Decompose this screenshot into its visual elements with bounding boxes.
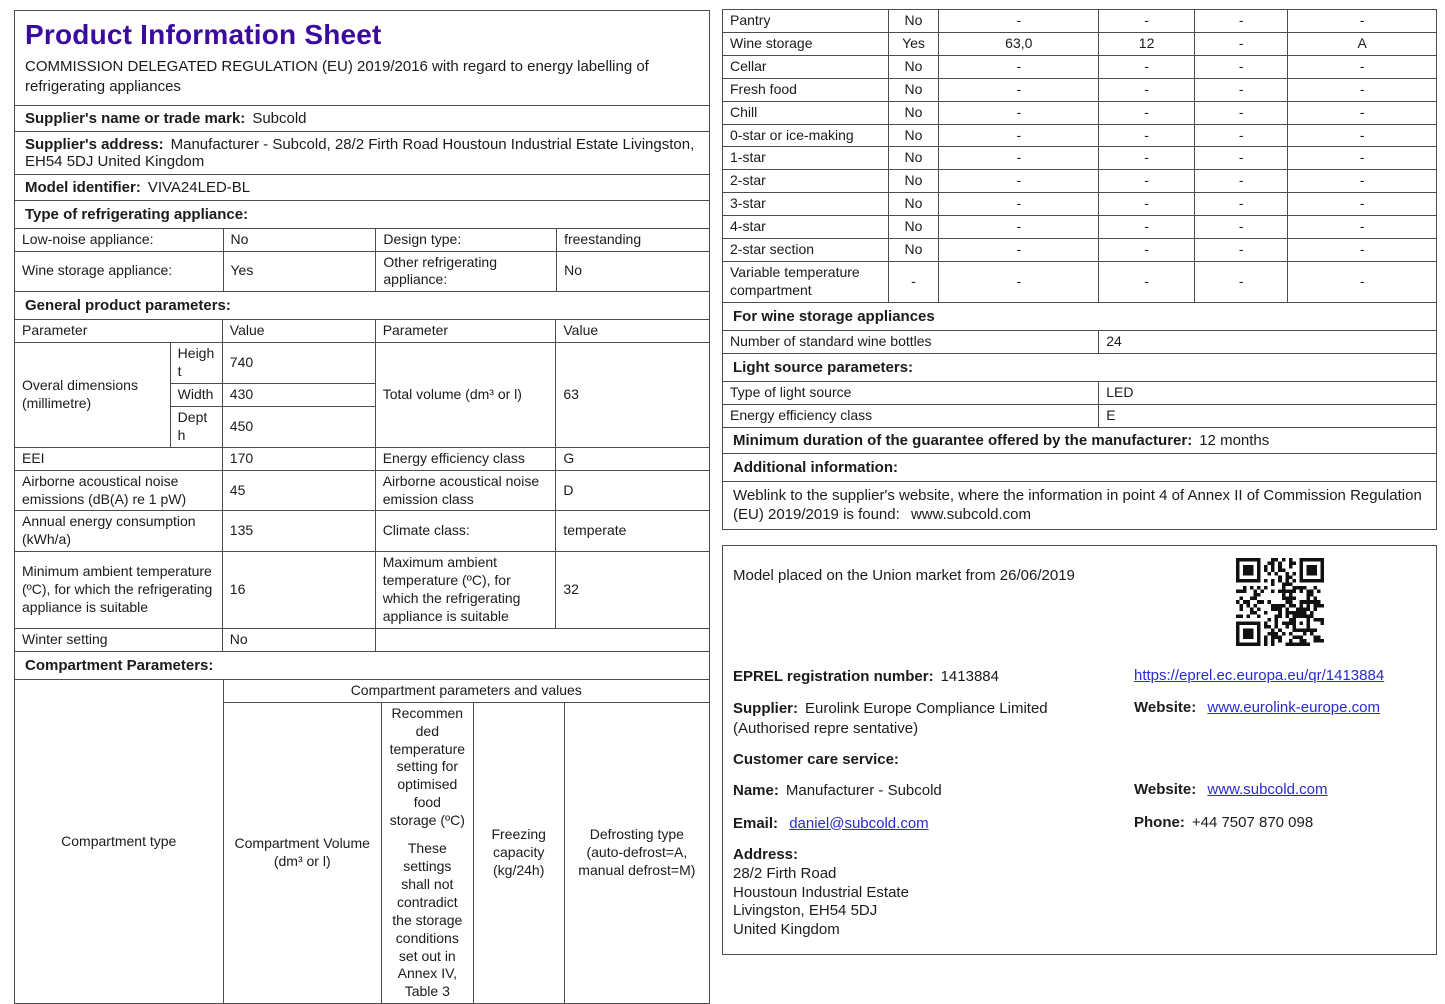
- compartment-freezing: -: [1194, 10, 1288, 33]
- compartment-freezing: -: [1194, 193, 1288, 216]
- qr-code-image: [1236, 558, 1324, 650]
- param-value: No: [557, 251, 710, 292]
- website2-link[interactable]: www.subcold.com: [1207, 781, 1328, 798]
- address-line: Livingston, EH54 5DJ: [733, 902, 878, 920]
- compartment-temp: -: [1099, 78, 1195, 101]
- compartment-row: [723, 32, 1437, 55]
- param-label: Other refrigerating appliance:: [376, 251, 557, 292]
- param-label: Total volume (dm³ or l): [375, 343, 556, 448]
- right-column: [722, 9, 1437, 955]
- eprel-label: EPREL registration number:: [733, 667, 934, 685]
- table-row: [15, 251, 710, 292]
- compartment-row: [723, 55, 1437, 78]
- model-identifier-label: Model identifier:: [25, 178, 141, 196]
- compartment-present: No: [888, 55, 939, 78]
- compartment-defrost: -: [1288, 239, 1437, 262]
- spacer: [722, 529, 1437, 546]
- compartment-freezing: -: [1194, 216, 1288, 239]
- compartment-temp: -: [1099, 239, 1195, 262]
- dimension-name: Depth: [170, 406, 222, 447]
- compartment-row: [723, 239, 1437, 262]
- compartment-row: [723, 124, 1437, 147]
- compartment-temp: -: [1099, 101, 1195, 124]
- compartment-type: 2-star: [723, 170, 889, 193]
- dimension-value: 450: [222, 406, 375, 447]
- param-value: D: [556, 470, 710, 511]
- eprel-value: 1413884: [940, 667, 999, 685]
- column-header: Compartment type: [15, 679, 224, 1003]
- compartment-present: No: [888, 239, 939, 262]
- param-value: G: [556, 447, 710, 470]
- param-label: Climate class:: [375, 511, 556, 552]
- model-identifier-box: [14, 174, 710, 201]
- supplier-name-box: [14, 105, 710, 132]
- span-header: Compartment parameters and values: [223, 679, 710, 702]
- compartment-temp: -: [1099, 10, 1195, 33]
- compartment-type: Wine storage: [723, 32, 889, 55]
- compartment-defrost: -: [1288, 78, 1437, 101]
- appliance-type-table: [14, 228, 710, 293]
- compartment-type: 4-star: [723, 216, 889, 239]
- column-header: Parameter: [15, 320, 223, 343]
- compartment-temp: -: [1099, 124, 1195, 147]
- compartment-volume: -: [939, 10, 1099, 33]
- table-row: [723, 330, 1437, 353]
- compartment-volume: -: [939, 101, 1099, 124]
- param-label: Energy efficiency class: [375, 447, 556, 470]
- column-header: Value: [556, 320, 710, 343]
- compartment-temp: -: [1099, 216, 1195, 239]
- compartment-defrost: -: [1288, 10, 1437, 33]
- column-header: Freezing capacity (kg/24h): [473, 702, 564, 1004]
- supplier-address-value: Manufacturer - Subcold, 28/2 Firth Road Houstoun Industrial Estate Livingston, EH54 5DJ United Kingdom: [25, 135, 695, 170]
- table-row: [15, 552, 710, 629]
- param-label: Number of standard wine bottles: [723, 330, 1099, 353]
- website2-cell: [1134, 781, 1426, 798]
- address-block: [733, 846, 1426, 940]
- address-line: United Kingdom: [733, 921, 840, 938]
- wine-section-heading: For wine storage appliances: [722, 302, 1437, 331]
- column-header: Parameter: [375, 320, 556, 343]
- column-header: [381, 702, 473, 1004]
- address-line: Houstoun Industrial Estate: [733, 883, 909, 901]
- eprel-qr-link[interactable]: https://eprel.ec.europa.eu/qr/1413884: [1134, 666, 1385, 684]
- param-value: freestanding: [557, 228, 710, 251]
- website1-cell: [1134, 699, 1426, 716]
- dimension-value: 430: [222, 384, 375, 407]
- compartment-freezing: -: [1194, 78, 1288, 101]
- phone-label: Phone:: [1134, 813, 1185, 831]
- param-value: No: [223, 228, 376, 251]
- care-email-link[interactable]: daniel@subcold.com: [789, 814, 929, 832]
- compartment-volume: -: [939, 55, 1099, 78]
- compartment-temp: -: [1099, 55, 1195, 78]
- supplier-row: [733, 699, 1120, 738]
- care-name-row: [733, 781, 1120, 801]
- care-name-value: Manufacturer - Subcold: [785, 782, 942, 799]
- compartment-type: Fresh food: [723, 78, 889, 101]
- guarantee-box: [722, 427, 1437, 454]
- param-value: LED: [1099, 381, 1437, 404]
- website1-link[interactable]: www.eurolink-europe.com: [1207, 699, 1380, 716]
- compartment-row: [723, 147, 1437, 170]
- type-section-heading: Type of refrigerating appliance:: [14, 200, 710, 229]
- compartment-volume: -: [939, 147, 1099, 170]
- compartment-row: [723, 170, 1437, 193]
- param-value: 170: [222, 447, 375, 470]
- column-header: Compartment Volume (dm³ or l): [223, 702, 381, 1004]
- compartment-temp: -: [1099, 170, 1195, 193]
- compartment-volume: -: [939, 124, 1099, 147]
- param-value: 32: [556, 552, 710, 629]
- param-label: Low-noise appliance:: [15, 228, 224, 251]
- header-text: Recommended temperature setting for optimised food storage (ºC): [389, 704, 466, 829]
- param-label: Minimum ambient temperature (ºC), for which the refrigerating appliance is suitable: [15, 552, 223, 629]
- supplier-value: Eurolink Europe Compliance Limited (Authorised repre sentative): [733, 700, 1048, 737]
- weblink-box: [722, 481, 1437, 530]
- title-box: [14, 10, 710, 106]
- market-info-box: [722, 545, 1437, 955]
- compartment-present: Yes: [888, 32, 939, 55]
- dimension-name: Width: [170, 384, 222, 407]
- compartment-present: No: [888, 124, 939, 147]
- compartment-row: [723, 261, 1437, 302]
- param-value: 16: [222, 552, 375, 629]
- param-value: 135: [222, 511, 375, 552]
- compartment-present: No: [888, 78, 939, 101]
- table-row: [723, 404, 1437, 427]
- compartment-defrost: -: [1288, 170, 1437, 193]
- compartment-temp: -: [1099, 193, 1195, 216]
- phone-cell: [1134, 814, 1426, 831]
- compartment-row: [723, 101, 1437, 124]
- param-value: 24: [1099, 330, 1437, 353]
- table-row: [15, 470, 710, 511]
- table-row: [15, 228, 710, 251]
- care-email-label: Email:: [733, 814, 779, 832]
- dimension-name: Height: [170, 343, 222, 384]
- supplier-name-label: Supplier's name or trade mark:: [25, 109, 246, 127]
- compartment-present: No: [888, 193, 939, 216]
- compartment-freezing: -: [1194, 239, 1288, 262]
- eprel-qr-link-cell: [1134, 667, 1426, 684]
- weblink-text: Weblink to the supplier's website, where the information in point 4 of Annex II of Commission Regulation (EU) 2019/2019 is found:: [733, 486, 1422, 523]
- compartment-temp: -: [1099, 147, 1195, 170]
- website1-label: Website:: [1134, 699, 1197, 716]
- compartment-freezing: -: [1194, 147, 1288, 170]
- param-label: Annual energy consumption (kWh/a): [15, 511, 223, 552]
- regulation-text: COMMISSION DELEGATED REGULATION (EU) 2019/2016 with regard to energy labelling of refrigerating appliances: [25, 58, 649, 95]
- compartment-header-table: [14, 679, 710, 1004]
- phone-value: +44 7507 870 098: [1191, 813, 1314, 831]
- compartment-section-heading: Compartment Parameters:: [14, 651, 710, 680]
- compartment-present: No: [888, 147, 939, 170]
- compartment-present: No: [888, 101, 939, 124]
- compartment-present: No: [888, 216, 939, 239]
- table-row: [15, 447, 710, 470]
- care-email-row: [733, 814, 1120, 834]
- compartment-defrost: -: [1288, 147, 1437, 170]
- supplier-address-label: Supplier's address:: [25, 135, 164, 153]
- compartment-type: Variable temperature compartment: [723, 261, 889, 302]
- compartment-row: [723, 78, 1437, 101]
- param-value: Yes: [223, 251, 376, 292]
- compartment-temp: -: [1099, 261, 1195, 302]
- eprel-row: [733, 667, 1120, 687]
- general-section-heading: General product parameters:: [14, 291, 710, 320]
- additional-info-heading: Additional information:: [722, 453, 1437, 482]
- compartment-present: No: [888, 170, 939, 193]
- compartment-volume: -: [939, 216, 1099, 239]
- market-placed-text: Model placed on the Union market from 26/06/2019: [733, 566, 1075, 584]
- compartment-defrost: -: [1288, 101, 1437, 124]
- care-name-label: Name:: [733, 782, 779, 799]
- param-label: Maximum ambient temperature (ºC), for which the refrigerating appliance is suitable: [375, 552, 556, 629]
- param-value: temperate: [556, 511, 710, 552]
- light-section-heading: Light source parameters:: [722, 353, 1437, 382]
- wine-bottles-table: [722, 330, 1437, 354]
- compartment-type: Cellar: [723, 55, 889, 78]
- param-value: 45: [222, 470, 375, 511]
- empty-cell: [375, 628, 709, 651]
- customer-care-heading: Customer care service:: [733, 751, 899, 768]
- param-value: E: [1099, 404, 1437, 427]
- param-value: 63: [556, 343, 710, 448]
- compartment-defrost: -: [1288, 216, 1437, 239]
- param-label: Wine storage appliance:: [15, 251, 224, 292]
- compartment-type: 0-star or ice-making: [723, 124, 889, 147]
- compartment-present: -: [888, 261, 939, 302]
- table-row: [15, 343, 710, 384]
- left-column: [14, 10, 710, 1004]
- compartment-freezing: -: [1194, 32, 1288, 55]
- compartment-type: Chill: [723, 101, 889, 124]
- weblink-url: www.subcold.com: [910, 506, 1031, 523]
- param-label: Energy efficiency class: [723, 404, 1099, 427]
- param-value: No: [222, 628, 375, 651]
- compartment-defrost: -: [1288, 193, 1437, 216]
- compartment-volume: -: [939, 170, 1099, 193]
- supplier-address-box: [14, 131, 710, 175]
- compartment-temp: 12: [1099, 32, 1195, 55]
- compartment-defrost: -: [1288, 55, 1437, 78]
- compartment-defrost: -: [1288, 261, 1437, 302]
- website2-label: Website:: [1134, 781, 1197, 798]
- column-header: Value: [222, 320, 375, 343]
- table-row: [723, 381, 1437, 404]
- header-note: These settings shall not contradict the storage conditions set out in Annex IV, Table 3: [392, 840, 463, 1000]
- param-label: Airborne acoustical noise emission class: [375, 470, 556, 511]
- compartment-freezing: -: [1194, 124, 1288, 147]
- compartment-row: [723, 193, 1437, 216]
- qr-code: [1134, 558, 1426, 650]
- compartment-type: 1-star: [723, 147, 889, 170]
- param-label: Design type:: [376, 228, 557, 251]
- param-label: Type of light source: [723, 381, 1099, 404]
- compartment-defrost: A: [1288, 32, 1437, 55]
- compartment-freezing: -: [1194, 55, 1288, 78]
- general-parameters-table: [14, 319, 710, 652]
- param-label: EEI: [15, 447, 223, 470]
- param-label: Airborne acoustical noise emissions (dB(A) re 1 pW): [15, 470, 223, 511]
- compartment-defrost: -: [1288, 124, 1437, 147]
- compartment-volume: -: [939, 193, 1099, 216]
- compartment-type: 2-star section: [723, 239, 889, 262]
- compartment-volume: -: [939, 239, 1099, 262]
- compartment-freezing: -: [1194, 170, 1288, 193]
- compartment-freezing: -: [1194, 261, 1288, 302]
- table-row: [15, 511, 710, 552]
- address-line: 28/2 Firth Road: [733, 864, 837, 882]
- compartment-type: 3-star: [723, 193, 889, 216]
- dimension-value: 740: [222, 343, 375, 384]
- model-identifier-value: VIVA24LED-BL: [147, 178, 251, 196]
- supplier-label: Supplier:: [733, 700, 799, 717]
- table-header-row: [15, 320, 710, 343]
- compartment-row: [723, 10, 1437, 33]
- light-source-table: [722, 381, 1437, 428]
- page-title: Product Information Sheet: [25, 19, 382, 50]
- compartment-present: No: [888, 10, 939, 33]
- compartment-volume: 63,0: [939, 32, 1099, 55]
- column-header: Defrosting type (auto-defrost=A, manual defrost=M): [564, 702, 709, 1004]
- compartment-type: Pantry: [723, 10, 889, 33]
- compartment-values-table: [722, 9, 1437, 303]
- compartment-row: [723, 216, 1437, 239]
- guarantee-value: 12 months: [1199, 431, 1270, 449]
- param-label: Winter setting: [15, 628, 223, 651]
- compartment-volume: -: [939, 78, 1099, 101]
- address-label: Address:: [733, 846, 799, 863]
- guarantee-label: Minimum duration of the guarantee offered by the manufacturer:: [733, 431, 1193, 449]
- compartment-freezing: -: [1194, 101, 1288, 124]
- table-row: [15, 628, 710, 651]
- table-header-row: [15, 679, 710, 702]
- param-label: Overal dimensions (millimetre): [15, 343, 171, 448]
- compartment-volume: -: [939, 261, 1099, 302]
- supplier-name-value: Subcold: [252, 109, 307, 127]
